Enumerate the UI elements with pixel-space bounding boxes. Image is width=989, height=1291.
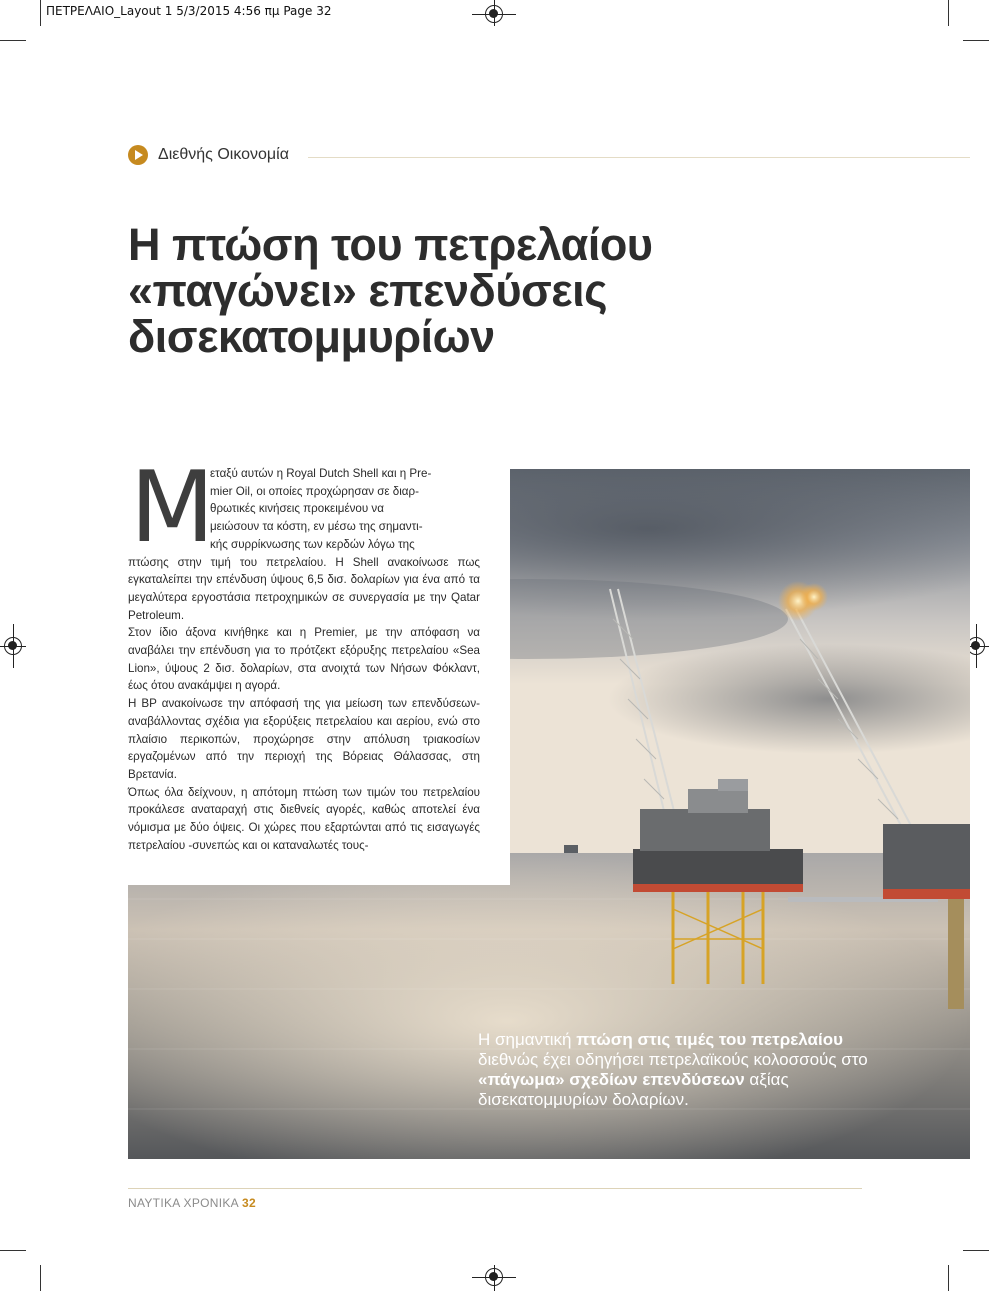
headline-line-3: δισεκατομμυρίων <box>128 311 495 362</box>
caption-emphasis: πτώση στις τιμές του πετρελαίου <box>576 1030 843 1049</box>
paragraph <box>128 465 480 624</box>
caption-text: διεθνώς έχει οδηγήσει πετρελαϊκούς κολοσσούς στο <box>478 1050 868 1069</box>
paragraph: Στον ίδιο άξονα κινήθηκε και η Premier, με την απόφαση να αναβάλει την επένδυση για το πρότζεκτ εξόρυξης πετρελαίου «Sea Lion», ύψους 2 δισ. δολαρίων, στα ανοιχτά των Νήσων Φόκλαντ, έως ότου ανακάμψει η αγορά. <box>128 626 480 693</box>
dropcap-line: εταξύ αυτών η Royal Dutch Shell και η Pre- <box>210 467 432 480</box>
dropcap-line: θρωτικές κινήσεις προκειμένου να <box>210 502 384 516</box>
caption-text: Η σημαντική <box>478 1030 577 1049</box>
page-footer <box>128 1196 256 1210</box>
photo-caption <box>478 1030 878 1110</box>
caption-text: αξίας δισεκατομμυρίων δολαρίων. <box>478 1070 789 1109</box>
page-number: 32 <box>241 1196 256 1210</box>
section-divider <box>308 157 970 158</box>
play-arrow-icon <box>128 145 148 165</box>
article-text-box <box>128 451 510 885</box>
print-slug: ΠΕΤΡΕΛΑΙΟ_Layout 1 5/3/2015 4:56 πμ Page 32 <box>46 4 332 18</box>
paragraph-text: πτώσης στην τιμή του πετρελαίου. Η Shell ανακοίνωσε πως εγκαταλείπει την επένδυση ύψους 6,5 δισ. δολαρίων για ένα από τα μεγαλύτερα εργοστάσια πετροχημικών σε συνεργασία με την Qatar Petroleum. <box>128 555 480 622</box>
paragraph: Η BP ανακοίνωσε την απόφασή της για μείωση των επενδύσεων- αναβάλλοντας σχέδια για εξορύξεις πετρελαίου και αερίου, ενώ στο πλαίσιο περικοπών, προχώρησε στην απόλυση τριακοσίων εργαζομένων από την περιοχή της Βόρειας Θάλασσας, στη Βρετανία. <box>128 697 480 781</box>
section-header <box>128 145 970 167</box>
headline-line-1: Η πτώση του πετρελαίου <box>128 219 653 270</box>
dropcap-line: κής συρρίκνωσης των κερδών λόγω της <box>210 537 415 551</box>
article-headline <box>128 219 848 362</box>
magazine-name: ΝΑΥΤΙΚΑ ΧΡΟΝΙΚΑ <box>128 1196 239 1210</box>
dropcap-line: μειώσουν τα κόστη, εν μέσω της σημαντι- <box>210 520 423 534</box>
headline-line-2: «παγώνει» επενδύσεις <box>128 265 608 316</box>
footer-divider <box>128 1188 862 1189</box>
caption-emphasis: «πάγωμα» σχεδίων επενδύσεων <box>478 1070 745 1089</box>
paragraph: Όπως όλα δείχνουν, η απότομη πτώση των τιμών του πετρελαίου προκάλεσε αναταραχή στις διεθνείς αγορές, καθώς αποτελεί ένα νόμισμα με δύο όψεις. Οι χώρες που εξαρτώνται από τις εισαγωγές πετρελαίου -συνεπώς και οι καταναλωτές τους- <box>128 785 480 852</box>
section-label: Διεθνής Οικονομία <box>158 146 289 163</box>
drop-cap: M <box>130 451 215 565</box>
article-body <box>128 465 480 854</box>
dropcap-line: mier Oil, οι οποίες προχώρησαν σε διαρ- <box>210 484 419 498</box>
